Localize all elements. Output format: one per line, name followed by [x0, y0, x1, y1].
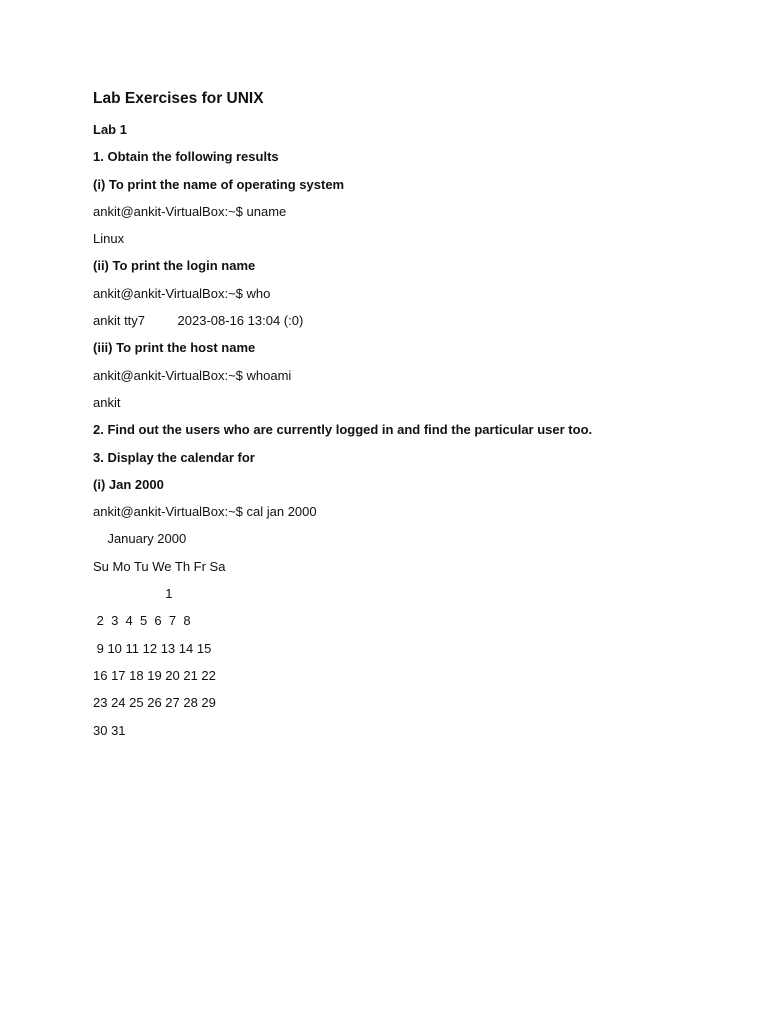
section-heading: Lab 1 — [93, 122, 127, 137]
section-heading: (i) Jan 2000 — [93, 476, 164, 492]
document-body — [93, 116, 768, 744]
terminal-line: ankit@ankit-VirtualBox:~$ uname — [93, 203, 287, 219]
section-heading: 3. Display the calendar for — [93, 449, 255, 465]
section-heading: 1. Obtain the following results — [93, 149, 279, 165]
terminal-line: ankit@ankit-VirtualBox:~$ who — [93, 285, 271, 301]
document-title: Lab Exercises for UNIX — [93, 90, 264, 107]
terminal-line: ankit@ankit-VirtualBox:~$ whoami — [93, 367, 292, 383]
terminal-line: Su Mo Tu We Th Fr Sa — [93, 558, 226, 574]
section-heading: (iii) To print the host name — [93, 340, 256, 356]
section-heading: (ii) To print the login name — [93, 258, 256, 274]
terminal-line: 23 24 25 26 27 28 29 — [93, 695, 216, 711]
terminal-line: 2 3 4 5 6 7 8 — [93, 613, 191, 629]
terminal-line: ankit@ankit-VirtualBox:~$ cal jan 2000 — [93, 504, 317, 520]
terminal-line: ankit tty7 2023-08-16 13:04 (:0) — [93, 313, 304, 329]
terminal-line: January 2000 — [93, 531, 187, 547]
terminal-line: 1 — [93, 586, 173, 602]
terminal-line: 30 31 — [93, 722, 126, 738]
terminal-line: ankit — [93, 394, 121, 410]
terminal-line: Linux — [93, 231, 125, 247]
terminal-line: 9 10 11 12 13 14 15 — [93, 640, 212, 656]
terminal-line: 16 17 18 19 20 21 22 — [93, 667, 216, 683]
section-heading: 2. Find out the users who are currently logged in and find the particular user too. — [93, 422, 593, 438]
section-heading: (i) To print the name of operating system — [93, 176, 345, 192]
